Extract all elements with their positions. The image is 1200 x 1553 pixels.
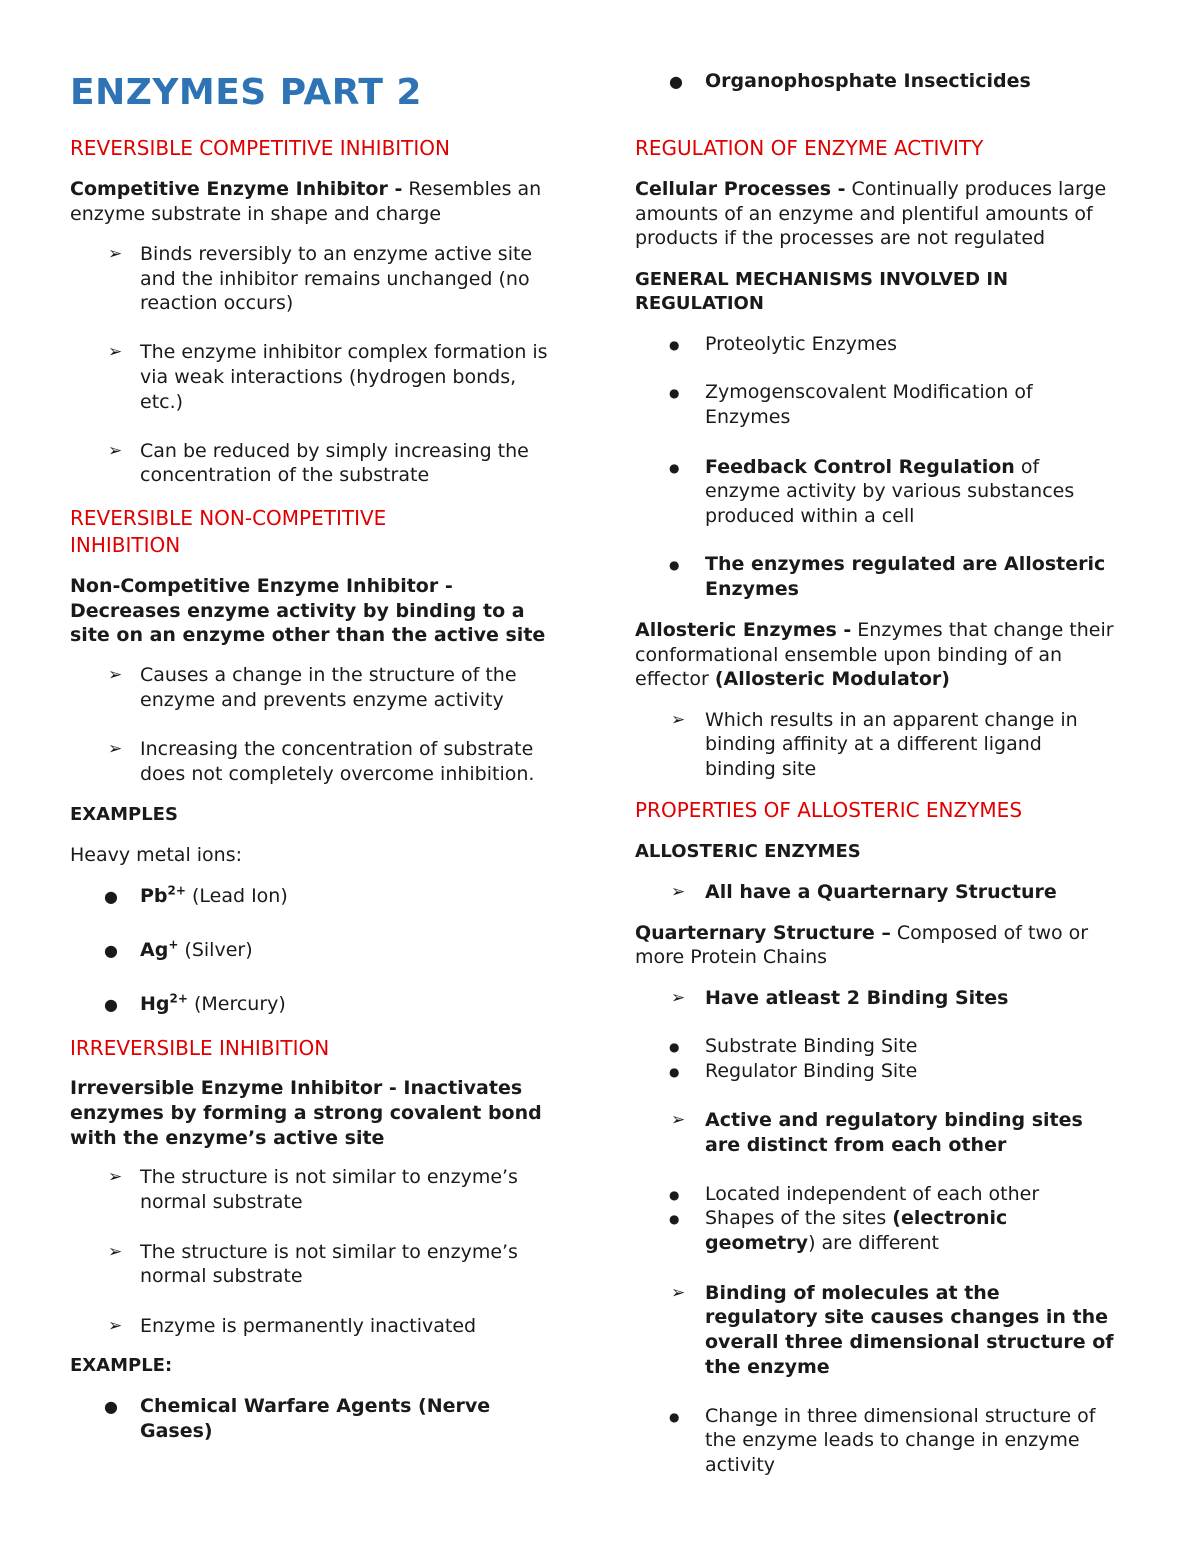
bullet-icon: ● [669,1188,680,1202]
bullet-icon: ● [669,461,680,475]
list-item: $Pb^{2+}$ (Lead Ion) [140,883,288,907]
list-item: the enzyme leads to change in enzyme [705,1429,1080,1451]
list-item: $Hg^{2+}$ (Mercury) [140,991,286,1015]
arrow-bullet-icon: ➢ [108,665,123,685]
allosteric-definition: effector (Allosteric Modulator) [635,668,950,690]
allosteric-definition: Allosteric Enzymes - Enzymes that change their [635,619,1114,641]
list-item: Enzymes [705,406,791,428]
list-item: activity [705,1454,776,1476]
list-item: concentration of the substrate [140,464,430,486]
list-item: Binding of molecules at the [705,1282,1000,1304]
list-item: The enzyme inhibitor complex formation is [140,341,548,363]
arrow-bullet-icon: ➢ [671,882,686,902]
list-item: Change in three dimensional structure of [705,1405,1096,1427]
list-item: Regulator Binding Site [705,1060,918,1082]
heading-regulation: REGULATION OF ENZYME ACTIVITY [635,136,984,160]
allosteric-definition: conformational ensemble upon binding of an [635,644,1063,666]
heading-properties: PROPERTIES OF ALLOSTERIC ENZYMES [635,798,1023,822]
arrow-bullet-icon: ➢ [108,441,123,461]
list-item: Which results in an apparent change in [705,709,1078,731]
list-item: Gases) [140,1420,213,1442]
quarternary-definition: more Protein Chains [635,946,828,968]
list-item: Ag+ (Silver) [140,937,253,961]
list-item: regulatory site causes changes in the [705,1306,1109,1328]
bullet-icon: ● [669,338,680,352]
arrow-bullet-icon: ➢ [108,1316,123,1336]
list-item: Proteolytic Enzymes [705,333,898,355]
list-item: binding site [705,758,817,780]
bullet-icon: ● [669,1410,680,1424]
list-item: Increasing the concentration of substrate [140,738,534,760]
example-label: EXAMPLE: [70,1355,173,1376]
heading-noncompetitive-line2: INHIBITION [70,533,181,557]
heading-irreversible: IRREVERSIBLE INHIBITION [70,1036,330,1060]
list-item: and the inhibitor remains unchanged (no [140,268,530,290]
list-item: reaction occurs) [140,292,294,314]
list-item: etc.) [140,391,184,413]
noncompetitive-definition: site on an enzyme other than the active site [70,624,546,646]
irreversible-definition: Irreversible Enzyme Inhibitor - Inactivates [70,1077,523,1099]
bullet-icon: ● [669,72,683,91]
list-item: normal substrate [140,1191,303,1213]
quarternary-definition: Quarternary Structure – Composed of two or [635,922,1089,944]
cellular-processes-definition: amounts of an enzyme and plentiful amounts of [635,203,1093,225]
bullet-icon: ● [104,887,118,906]
list-item: Enzyme is permanently inactivated [140,1315,477,1337]
bullet-icon: ● [669,558,680,572]
list-item: Binds reversibly to an enzyme active site [140,243,533,265]
list-item: normal substrate [140,1265,303,1287]
list-item: Organophosphate Insecticides [705,70,1031,92]
bullet-icon: ● [104,995,118,1014]
arrow-bullet-icon: ➢ [671,1283,686,1303]
list-item: All have a Quarternary Structure [705,881,1057,903]
arrow-bullet-icon: ➢ [108,1167,123,1187]
heading-noncompetitive: REVERSIBLE NON-COMPETITIVE [70,506,387,530]
list-item: The structure is not similar to enzyme’s [140,1241,518,1263]
allosteric-enzymes-label: ALLOSTERIC ENZYMES [635,841,861,862]
general-mechanisms-heading: GENERAL MECHANISMS INVOLVED IN [635,269,1009,290]
heading-competitive: REVERSIBLE COMPETITIVE INHIBITION [70,136,450,160]
bullet-icon: ● [104,1397,118,1416]
list-item: binding affinity at a different ligand [705,733,1042,755]
noncompetitive-definition: Non-Competitive Enzyme Inhibitor - [70,575,453,597]
list-item: Can be reduced by simply increasing the [140,440,529,462]
arrow-bullet-icon: ➢ [108,244,123,264]
list-item: Feedback Control Regulation of [705,456,1040,478]
list-item: Located independent of each other [705,1183,1040,1205]
list-item: Substrate Binding Site [705,1035,918,1057]
bullet-icon: ● [669,1040,680,1054]
general-mechanisms-heading: REGULATION [635,293,764,314]
page-title: ENZYMES PART 2 [70,72,422,113]
heavy-metal-label: Heavy metal ions: [70,844,243,866]
irreversible-definition: with the enzyme’s active site [70,1127,385,1149]
list-item: geometry) are different [705,1232,939,1254]
arrow-bullet-icon: ➢ [108,1242,123,1262]
competitive-definition: Competitive Enzyme Inhibitor - Resembles an [70,178,542,200]
irreversible-definition: enzymes by forming a strong covalent bond [70,1102,542,1124]
list-item: The structure is not similar to enzyme’s [140,1166,518,1188]
list-item: overall three dimensional structure of [705,1331,1114,1353]
list-item: Have atleast 2 Binding Sites [705,987,1009,1009]
list-item: Chemical Warfare Agents (Nerve [140,1395,491,1417]
list-item: are distinct from each other [705,1134,1007,1156]
list-item: The enzymes regulated are Allosteric [705,553,1106,575]
list-item: Causes a change in the structure of the [140,664,517,686]
list-item: via weak interactions (hydrogen bonds, [140,366,517,388]
list-item: enzyme activity by various substances [705,480,1075,502]
list-item: Enzymes [705,578,799,600]
bullet-icon: ● [669,1212,680,1226]
list-item: Zymogenscovalent Modification of [705,381,1033,403]
bullet-icon: ● [669,386,680,400]
arrow-bullet-icon: ➢ [671,1110,686,1130]
list-item: the enzyme [705,1356,830,1378]
list-item: enzyme and prevents enzyme activity [140,689,504,711]
list-item: Shapes of the sites (electronic [705,1207,1008,1229]
bullet-icon: ● [104,941,118,960]
examples-label: EXAMPLES [70,804,178,825]
noncompetitive-definition: Decreases enzyme activity by binding to a [70,600,525,622]
bullet-icon: ● [669,1065,680,1079]
arrow-bullet-icon: ➢ [671,988,686,1008]
arrow-bullet-icon: ➢ [108,739,123,759]
cellular-processes-definition: Cellular Processes - Continually produces large [635,178,1107,200]
cellular-processes-definition: products if the processes are not regulated [635,227,1046,249]
list-item: Active and regulatory binding sites [705,1109,1083,1131]
list-item: does not completely overcome inhibition. [140,763,535,785]
competitive-definition-line2: enzyme substrate in shape and charge [70,203,442,225]
definition-term: Competitive Enzyme Inhibitor - [70,178,403,200]
list-item: produced within a cell [705,505,915,527]
arrow-bullet-icon: ➢ [671,710,686,730]
arrow-bullet-icon: ➢ [108,342,123,362]
